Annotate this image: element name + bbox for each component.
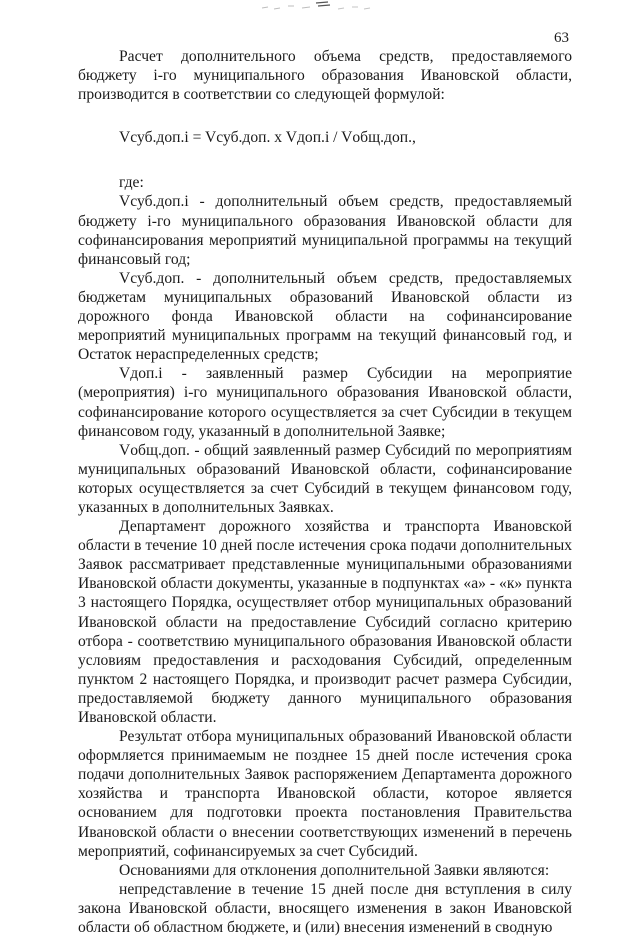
definition-vsub-dop-i: Vсуб.доп.i - дополнительный объем средств, предоставляемый бюджету i-го муниципального образования Ивановской области для софинансирования мероприятий муниципальной программы на текущий финансовый год; xyxy=(78,193,572,268)
paragraph-rejection-grounds: Основаниями для отклонения дополнительной Заявки являются: xyxy=(119,861,550,879)
paragraph-selection-result: Результат отбора муниципальных образований Ивановской области оформляется принимаемым не позднее 15 дней после истечения срока подачи дополнительных Заявок распоряжением Департамента дорожного хозяйства и транспорта Ивановской области, которое является основанием для подготовки проекта постановления Правительства Ивановской области о внесении соответствующих изменений в перечень мероприятий, софинансируемых за счет Субсидий. xyxy=(78,728,572,860)
paragraph-calculation-intro: Расчет дополнительного объема средств, предоставляемого бюджету i-го муниципального образования Ивановской области, производится в соответствии со следующей формулой: xyxy=(78,48,572,104)
formula: Vсуб.доп.i = Vсуб.доп. x Vдоп.i / Vобщ.доп., xyxy=(119,129,416,147)
paragraph-non-submission: непредставление в течение 15 дней после дня вступления в силу закона Ивановской области, вносящего изменения в закон Ивановской области об областном бюджете, и (или) внесения изменений в сводную xyxy=(78,880,572,937)
formula-legend-heading: где: xyxy=(119,174,144,192)
scan-artifact xyxy=(258,0,378,14)
definition-vsub-dop: Vсуб.доп. - дополнительный объем средств, предоставляемых бюджетам муниципальных образований Ивановской области из дорожного фонда Ивановской области на софинансирование мероприятий муниципальных программ на текущий финансовый год, и Остаток нераспределенных средств; xyxy=(78,269,572,364)
document-body xyxy=(78,47,572,937)
definition-vobsh-dop: Vобщ.доп. - общий заявленный размер Субсидий по мероприятиям муниципальных образований Ивановской области, софинансирование которых осуществляется за счет Субсидий в текущем финансовом году, указанных в дополнительных Заявках. xyxy=(78,441,572,516)
paragraph-department-review: Департамент дорожного хозяйства и транспорта Ивановской области в течение 10 дней после истечения срока подачи дополнительных Заявок рассматривает представленные муниципальными образованиями Ивановской области документы, указанные в подпунктах «а» - «к» пункта 3 настоящего Порядка, осуществляет отбор муниципальных образований Ивановской области на предоставление Субсидий согласно критерию отбора - соответствию муниципального образования Ивановской области условиям предоставления и расходования Субсидий, определенным пунктом 2 настоящего Порядка, и производит расчет размера Субсидии, предоставляемой бюджету данного муниципального образования Ивановской области. xyxy=(78,518,572,726)
definition-vdop-i: Vдоп.i - заявленный размер Субсидии на мероприятие (мероприятия) i-го муниципального образования Ивановской области, софинансирование которого осуществляется за счет Субсидии в текущем финансовом году, указанный в дополнительной Заявке; xyxy=(78,365,572,440)
page-number: 63 xyxy=(554,30,569,46)
